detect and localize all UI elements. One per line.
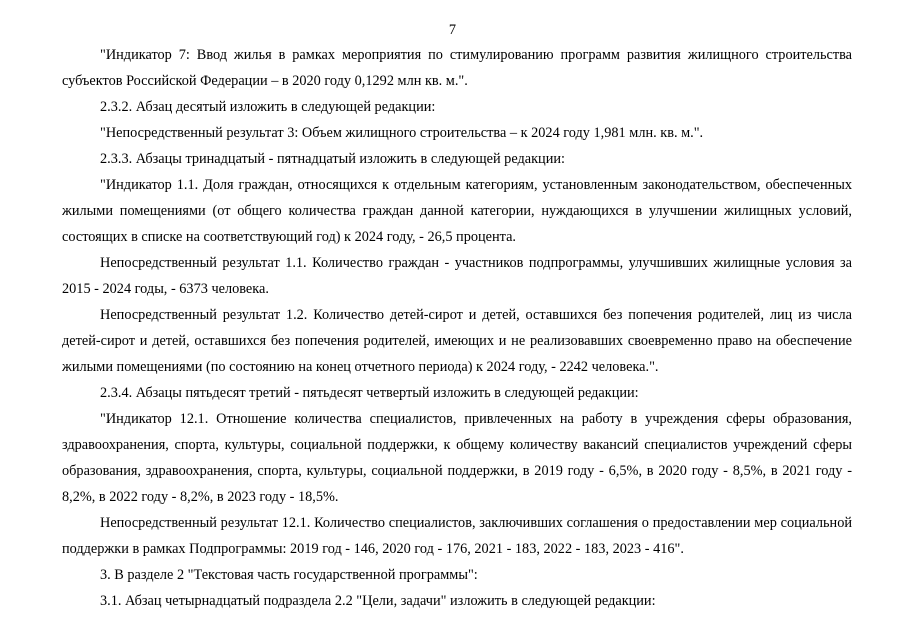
paragraph-2-3-4: 2.3.4. Абзацы пятьдесят третий - пятьдесят четвертый изложить в следующей редакции:	[100, 385, 639, 401]
paragraph-2-3-3: 2.3.3. Абзацы тринадцатый - пятнадцатый изложить в следующей редакции:	[100, 151, 565, 167]
paragraph-result-1-1: Непосредственный результат 1.1. Количество граждан - участников подпрограммы, улучшивших жилищные условия за 2015 - 2024 годы, - 6373 человека.	[62, 255, 852, 297]
paragraph-2-3-2: 2.3.2. Абзац десятый изложить в следующей редакции:	[100, 99, 436, 115]
page-number: 7	[448, 22, 457, 38]
paragraph-section-3-1: 3.1. Абзац четырнадцатый подраздела 2.2 "Цели, задачи" изложить в следующей редакции:	[100, 593, 656, 609]
paragraph-section-3: 3. В разделе 2 "Текстовая часть государственной программы":	[100, 567, 478, 583]
paragraph-result-12-1: Непосредственный результат 12.1. Количество специалистов, заключивших соглашения о предоставлении мер социальной поддержки в рамках Подпрограммы: 2019 год - 146, 2020 год - 176, 2021 - 183, 2022 - 183, 2023 - 416".	[62, 515, 852, 557]
paragraph-indicator-1-1: "Индикатор 1.1. Доля граждан, относящихся к отдельным категориям, установленным законодательством, обеспеченных жилыми помещениями (от общего количества граждан данной категории, нуждающихся в улучшении жилищных условий, состоящих в списке на соответствующий год) к 2024 году, - 26,5 процента.	[62, 177, 852, 245]
paragraph-indicator-12-1: "Индикатор 12.1. Отношение количества специалистов, привлеченных на работу в учреждения сферы образования, здравоохранения, спорта, культуры, социальной поддержки, к общему количеству вакансий специалистов учреждений сферы образования, здравоохранения, спорта, культуры, социальной поддержки, в 2019 году - 6,5%, в 2020 году - 8,5%, в 2021 году - 8,2%, в 2022 году - 8,2%, в 2023 году - 18,5%.	[62, 411, 852, 505]
paragraph-result-1-2: Непосредственный результат 1.2. Количество детей-сирот и детей, оставшихся без попечения родителей, лиц из числа детей-сирот и детей, оставшихся без попечения родителей, имеющих и не реализовавших своевременно право на обеспечение жилыми помещениями (по состоянию на конец отчетного периода) к 2024 году, - 2242 человека.".	[62, 307, 852, 375]
paragraph-indicator-7: "Индикатор 7: Ввод жилья в рамках мероприятия по стимулированию программ развития жилищного строительства субъектов Российской Федерации – в 2020 году 0,1292 млн кв. м.".	[62, 47, 852, 89]
paragraph-result-3: "Непосредственный результат 3: Объем жилищного строительства – к 2024 году 1,981 млн. кв. м.".	[100, 125, 704, 141]
